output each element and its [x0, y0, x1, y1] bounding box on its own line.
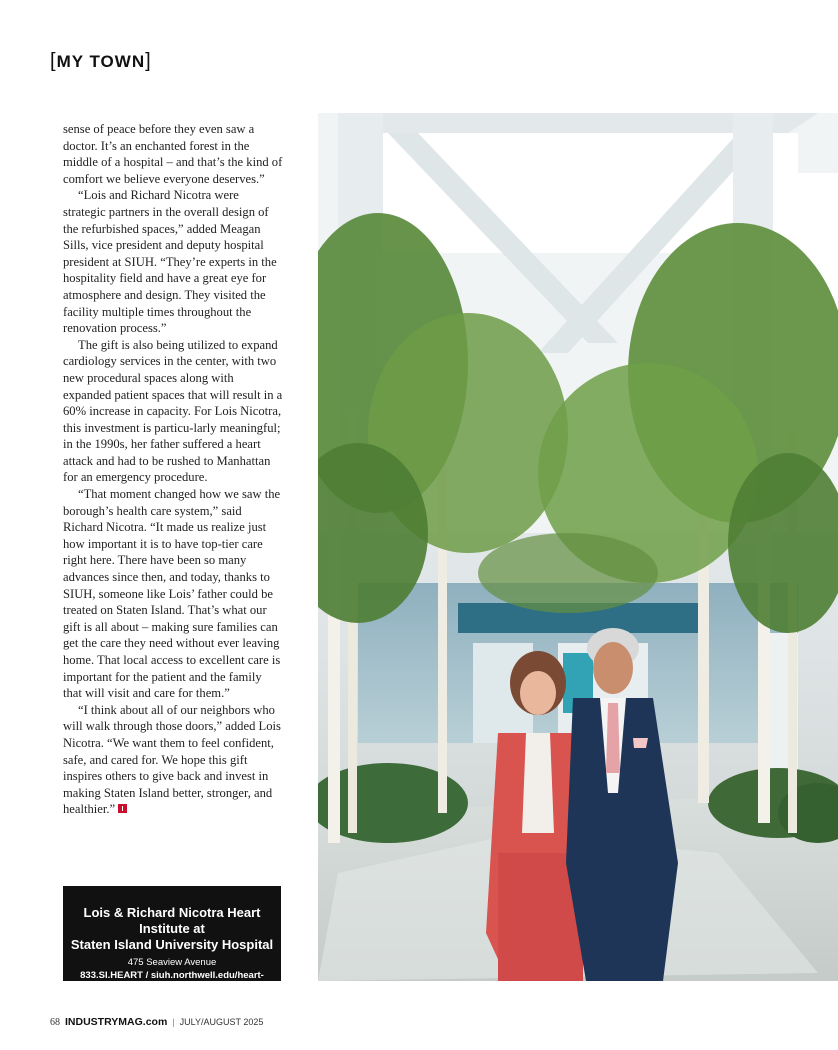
page-number: 68	[50, 1017, 60, 1028]
info-box-contact: 833.SI.HEART / siuh.northwell.edu/heart-institute	[80, 970, 264, 994]
article-paragraph-5-text: “I think about all of our neighbors who will walk through those doors,” added Lois Nicotra. “We want them to feel confident, safe, and cared for. We hope this gift inspires others to give back and invest in making Staten Island better, stronger, and healthier.”	[63, 702, 281, 817]
magazine-name: INDUSTRYMAG.com	[65, 1016, 168, 1028]
info-box-address: 475 Seaview Avenue	[127, 957, 217, 968]
article-paragraph-5	[63, 702, 283, 818]
footer-separator: |	[172, 1017, 175, 1027]
section-label-text: MY TOWN	[56, 52, 146, 71]
page-footer	[50, 1016, 263, 1028]
issue-date: JULY/AUGUST 2025	[179, 1017, 264, 1027]
info-box	[63, 886, 281, 994]
info-box-title-line1: Lois & Richard Nicotra Heart Institute at	[83, 905, 261, 936]
article-paragraph-1: sense of peace before they even saw a doctor. It’s an enchanted forest in the middle of a hospital – and that’s the kind of comfort we believe everyone deserves.”	[63, 122, 283, 186]
section-label: [MY TOWN]	[50, 50, 152, 72]
lobby-photo	[318, 113, 838, 981]
end-mark-icon	[118, 804, 127, 813]
article-column	[63, 121, 283, 818]
article-paragraph-4: “That moment changed how we saw the borough’s health care system,” said Richard Nicotra. “It made us realize just how important it is to have top-tier care right here. There have been so many advances since then, and today, thanks to SIUH, someone like Lois’ father could be treated on Staten Island. That’s what our gift is all about – making sure families can get the care they need without ever leaving home. That local access to excellent care is important for the patient and the family that will visit and care for them.”	[63, 487, 281, 701]
lobby-photo-illustration	[318, 113, 838, 981]
article-paragraph-2: “Lois and Richard Nicotra were strategic partners in the overall design of the refurbished spaces,” added Meagan Sills, vice president and deputy hospital president at SIUH. “They’re experts in the hospitality field and have a great eye for atmosphere and design. They visited the facility multiple times throughout the renovation process.”	[63, 188, 277, 336]
article-paragraph-3: The gift is also being utilized to expand cardiology services in the center, with two new procedural spaces along with expanded patient spaces that will result in a 60% increase in capacity. For Lois Nicotra, this investment is particu-larly meaningful; in the 1990s, her father suffered a heart attack and had to be rushed to Manhattan for an emergency procedure.	[63, 337, 283, 485]
info-box-title-line2: Staten Island University Hospital	[70, 937, 274, 952]
